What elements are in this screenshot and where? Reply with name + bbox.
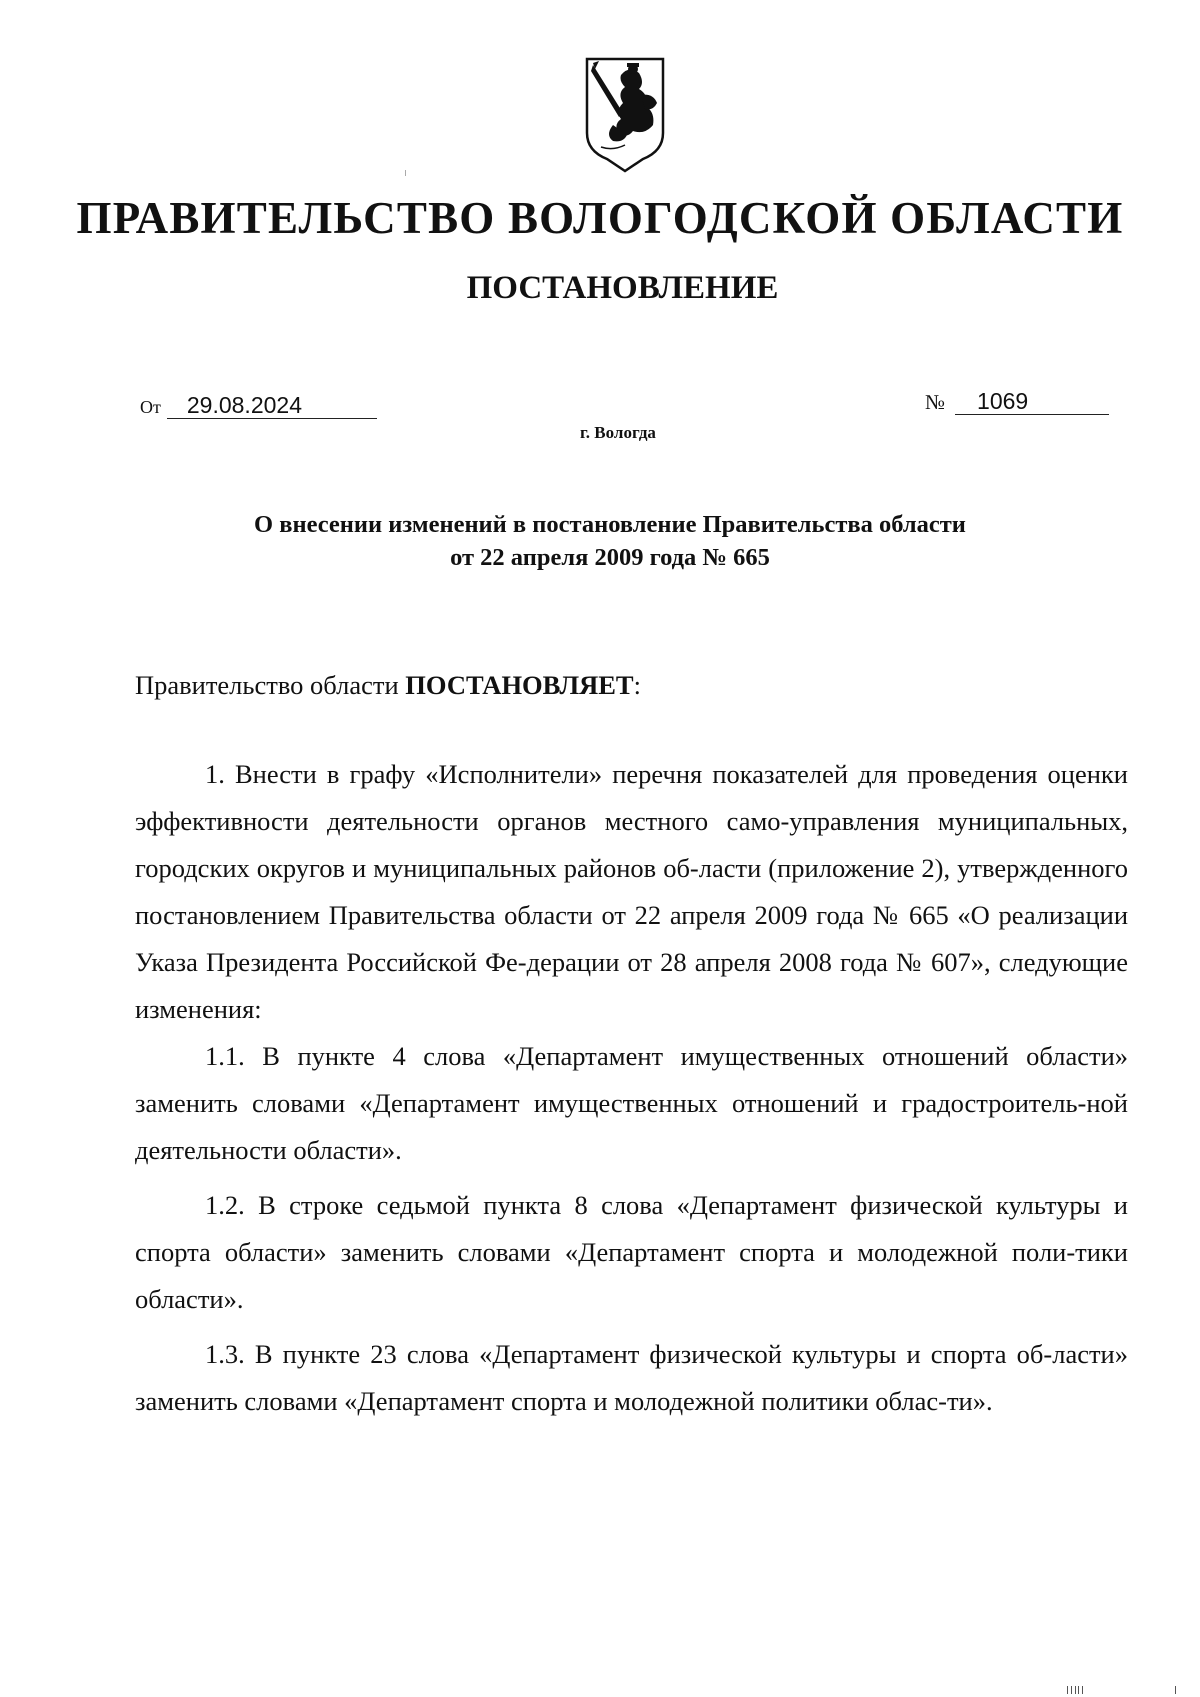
scan-marks bbox=[1067, 1684, 1177, 1694]
number-label: № bbox=[925, 390, 946, 414]
subject-line-2: от 22 апреля 2009 года № 665 bbox=[450, 544, 770, 571]
city: г. Вологда bbox=[580, 423, 656, 442]
clause-1-3: 1.3. В пункте 23 слова «Департамент физической культуры и спорта об-ласти» заменить словами «Департамент спорта и молодежной политики облас-ти». bbox=[135, 1339, 1128, 1416]
preamble-suffix: : bbox=[633, 670, 641, 700]
number-value: 1069 bbox=[955, 388, 1109, 415]
government-title: ПРАВИТЕЛЬСТВО ВОЛОГОДСКОЙ ОБЛАСТИ bbox=[76, 193, 1124, 243]
clause-1-2: 1.2. В строке седьмой пункта 8 слова «Департамент физической культуры и спорта области» заменить словами «Департамент спорта и молодежной поли-тики области». bbox=[135, 1190, 1128, 1314]
date-value: 29.08.2024 bbox=[167, 392, 377, 419]
number-field bbox=[925, 388, 1109, 415]
clauses bbox=[135, 751, 1128, 1433]
clause-1: 1. Внести в графу «Исполнители» перечня показателей для проведения оценки эффективности деятельности органов местного само-управления муниципальных, городских округов и муниципальных районов об-ласти (приложение 2), утвержденного постановлением Правительства области от 22 апреля 2009 года № 665 «О реализации Указа Президента Российской Фе-дерации от 28 апреля 2008 года № 607», следующие изменения: bbox=[135, 759, 1128, 1024]
preamble bbox=[135, 670, 641, 701]
preamble-verb: ПОСТАНОВЛЯЕТ bbox=[405, 670, 634, 700]
subject-line-1: О внесении изменений в постановление Правительства области bbox=[254, 511, 966, 538]
date-field bbox=[140, 392, 377, 419]
preamble-prefix: Правительство области bbox=[135, 670, 406, 700]
scan-artifact bbox=[405, 170, 406, 176]
coat-of-arms-icon bbox=[583, 55, 667, 173]
clause-1-1: 1.1. В пункте 4 слова «Департамент имущественных отношений области» заменить словами «Департамент имущественных отношений и градостроитель-ной деятельности области». bbox=[135, 1041, 1128, 1165]
document-type: ПОСТАНОВЛЕНИЕ bbox=[466, 270, 779, 306]
date-label: От bbox=[140, 397, 161, 417]
document-subject bbox=[160, 508, 1060, 574]
